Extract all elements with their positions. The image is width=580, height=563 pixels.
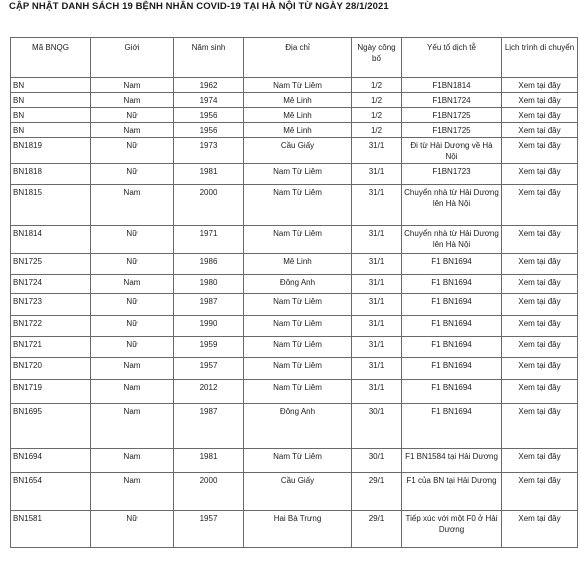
cell-epidemiology: F1 BN1694 [402,358,502,380]
column-header-epidemiology: Yếu tố dịch tễ [402,38,502,78]
cell-schedule-link[interactable]: Xem tại đây [502,358,578,380]
table-row [11,337,578,358]
cell-birth-year: 1971 [174,226,244,254]
cell-birth-year: 1986 [174,254,244,275]
cell-address: Nam Từ Liêm [244,358,352,380]
cell-gender: Nữ [91,511,174,548]
table-row [11,185,578,226]
cell-address: Mê Linh [244,93,352,108]
cell-schedule-link[interactable]: Xem tại đây [502,337,578,358]
cell-birth-year: 1980 [174,275,244,294]
cell-announce-date: 31/1 [352,226,402,254]
cell-epidemiology: F1BN1725 [402,123,502,138]
cell-schedule-link[interactable]: Xem tại đây [502,185,578,226]
patient-table [10,37,578,548]
table-row [11,123,578,138]
cell-birth-year: 1987 [174,294,244,316]
cell-epidemiology: F1 BN1584 tại Hải Dương [402,449,502,473]
cell-code: BN [11,108,91,123]
cell-schedule-link[interactable]: Xem tại đây [502,449,578,473]
cell-schedule-link[interactable]: Xem tại đây [502,78,578,93]
table-header-row [11,38,578,78]
cell-epidemiology: F1 BN1694 [402,254,502,275]
cell-epidemiology: Chuyển nhà từ Hải Dương lên Hà Nội [402,185,502,226]
column-header-birth-year: Năm sinh [174,38,244,78]
cell-epidemiology: F1BN1724 [402,93,502,108]
cell-announce-date: 1/2 [352,123,402,138]
cell-announce-date: 29/1 [352,473,402,511]
cell-code: BN1719 [11,380,91,404]
cell-epidemiology: Đi từ Hải Dương về Hà Nội [402,138,502,164]
cell-gender: Nữ [91,108,174,123]
cell-code: BN1723 [11,294,91,316]
cell-announce-date: 1/2 [352,108,402,123]
cell-epidemiology: F1 của BN tại Hải Dương [402,473,502,511]
cell-gender: Nam [91,473,174,511]
cell-address: Nam Từ Liêm [244,164,352,185]
cell-code: BN1815 [11,185,91,226]
cell-gender: Nữ [91,226,174,254]
column-header-schedule: Lịch trình di chuyển [502,38,578,78]
cell-gender: Nữ [91,294,174,316]
cell-code: BN1722 [11,316,91,337]
table-row [11,93,578,108]
cell-address: Cầu Giấy [244,473,352,511]
cell-address: Nam Từ Liêm [244,185,352,226]
cell-birth-year: 1981 [174,449,244,473]
table-row [11,78,578,93]
cell-code: BN1695 [11,404,91,449]
cell-schedule-link[interactable]: Xem tại đây [502,254,578,275]
table-row [11,358,578,380]
cell-birth-year: 2000 [174,185,244,226]
cell-announce-date: 31/1 [352,138,402,164]
cell-announce-date: 1/2 [352,78,402,93]
cell-announce-date: 31/1 [352,164,402,185]
cell-address: Nam Từ Liêm [244,316,352,337]
cell-birth-year: 1990 [174,316,244,337]
cell-birth-year: 1959 [174,337,244,358]
cell-gender: Nam [91,123,174,138]
cell-gender: Nam [91,78,174,93]
cell-gender: Nữ [91,138,174,164]
cell-code: BN1814 [11,226,91,254]
cell-announce-date: 31/1 [352,358,402,380]
cell-announce-date: 31/1 [352,337,402,358]
cell-gender: Nam [91,275,174,294]
cell-announce-date: 31/1 [352,294,402,316]
cell-gender: Nam [91,449,174,473]
cell-birth-year: 1973 [174,138,244,164]
cell-address: Đông Anh [244,275,352,294]
cell-epidemiology: Tiếp xúc với một F0 ở Hải Dương [402,511,502,548]
table-row [11,254,578,275]
cell-code: BN1819 [11,138,91,164]
cell-birth-year: 1974 [174,93,244,108]
cell-gender: Nữ [91,316,174,337]
table-row [11,511,578,548]
cell-address: Cầu Giấy [244,138,352,164]
cell-birth-year: 1957 [174,511,244,548]
cell-code: BN1721 [11,337,91,358]
cell-gender: Nữ [91,337,174,358]
cell-schedule-link[interactable]: Xem tại đây [502,108,578,123]
cell-code: BN [11,93,91,108]
cell-birth-year: 1956 [174,108,244,123]
cell-code: BN [11,123,91,138]
cell-code: BN1654 [11,473,91,511]
cell-schedule-link[interactable]: Xem tại đây [502,93,578,108]
cell-epidemiology: F1 BN1694 [402,275,502,294]
cell-gender: Nam [91,358,174,380]
cell-birth-year: 2012 [174,380,244,404]
table-row [11,380,578,404]
cell-schedule-link[interactable]: Xem tại đây [502,164,578,185]
cell-schedule-link[interactable]: Xem tại đây [502,511,578,548]
table-row [11,294,578,316]
cell-gender: Nữ [91,254,174,275]
cell-schedule-link[interactable]: Xem tại đây [502,316,578,337]
cell-birth-year: 1962 [174,78,244,93]
table-row [11,473,578,511]
table-row [11,275,578,294]
cell-gender: Nam [91,404,174,449]
cell-epidemiology: F1BN1725 [402,108,502,123]
table-row [11,226,578,254]
cell-address: Mê Linh [244,254,352,275]
cell-address: Hai Bà Trưng [244,511,352,548]
cell-announce-date: 1/2 [352,93,402,108]
cell-schedule-link[interactable]: Xem tại đây [502,275,578,294]
cell-address: Nam Từ Liêm [244,337,352,358]
cell-address: Nam Từ Liêm [244,449,352,473]
cell-schedule-link[interactable]: Xem tại đây [502,123,578,138]
cell-schedule-link[interactable]: Xem tại đây [502,138,578,164]
cell-epidemiology: F1BN1723 [402,164,502,185]
cell-gender: Nam [91,185,174,226]
cell-address: Mê Linh [244,123,352,138]
cell-schedule-link[interactable]: Xem tại đây [502,294,578,316]
table-row [11,138,578,164]
cell-announce-date: 31/1 [352,316,402,337]
cell-address: Nam Từ Liêm [244,380,352,404]
table-row [11,316,578,337]
cell-code: BN1720 [11,358,91,380]
cell-epidemiology: F1 BN1694 [402,294,502,316]
cell-announce-date: 31/1 [352,185,402,226]
cell-address: Nam Từ Liêm [244,78,352,93]
cell-announce-date: 29/1 [352,511,402,548]
cell-code: BN1581 [11,511,91,548]
table-row [11,108,578,123]
table-row [11,164,578,185]
table-body [11,78,578,548]
cell-epidemiology: F1 BN1694 [402,316,502,337]
cell-epidemiology: Chuyển nhà từ Hải Dương lên Hà Nội [402,226,502,254]
cell-code: BN1818 [11,164,91,185]
cell-code: BN1724 [11,275,91,294]
cell-schedule-link[interactable]: Xem tại đây [502,404,578,449]
cell-birth-year: 1981 [174,164,244,185]
cell-gender: Nam [91,93,174,108]
page-title: CẬP NHẬT DANH SÁCH 19 BỆNH NHÂN COVID-19 TẠI HÀ NỘI TỪ NGÀY 28/1/2021 [9,1,389,12]
cell-schedule-link[interactable]: Xem tại đây [502,380,578,404]
table-row [11,449,578,473]
cell-code: BN1694 [11,449,91,473]
cell-address: Nam Từ Liêm [244,226,352,254]
column-header-address: Địa chỉ [244,38,352,78]
cell-announce-date: 31/1 [352,254,402,275]
cell-code: BN [11,78,91,93]
cell-birth-year: 1956 [174,123,244,138]
cell-epidemiology: F1 BN1694 [402,380,502,404]
cell-epidemiology: F1 BN1694 [402,337,502,358]
cell-announce-date: 30/1 [352,449,402,473]
cell-gender: Nữ [91,164,174,185]
column-header-gender: Giới [91,38,174,78]
cell-schedule-link[interactable]: Xem tại đây [502,473,578,511]
cell-code: BN1725 [11,254,91,275]
cell-epidemiology: F1BN1814 [402,78,502,93]
cell-announce-date: 31/1 [352,380,402,404]
cell-gender: Nam [91,380,174,404]
cell-announce-date: 31/1 [352,275,402,294]
cell-birth-year: 1987 [174,404,244,449]
cell-announce-date: 30/1 [352,404,402,449]
cell-birth-year: 2000 [174,473,244,511]
cell-address: Đông Anh [244,404,352,449]
cell-address: Nam Từ Liêm [244,294,352,316]
column-header-code: Mã BNQG [11,38,91,78]
cell-schedule-link[interactable]: Xem tại đây [502,226,578,254]
cell-address: Mê Linh [244,108,352,123]
cell-birth-year: 1957 [174,358,244,380]
table-row [11,404,578,449]
cell-epidemiology: F1 BN1694 [402,404,502,449]
column-header-announce-date: Ngày công bố [352,38,402,78]
